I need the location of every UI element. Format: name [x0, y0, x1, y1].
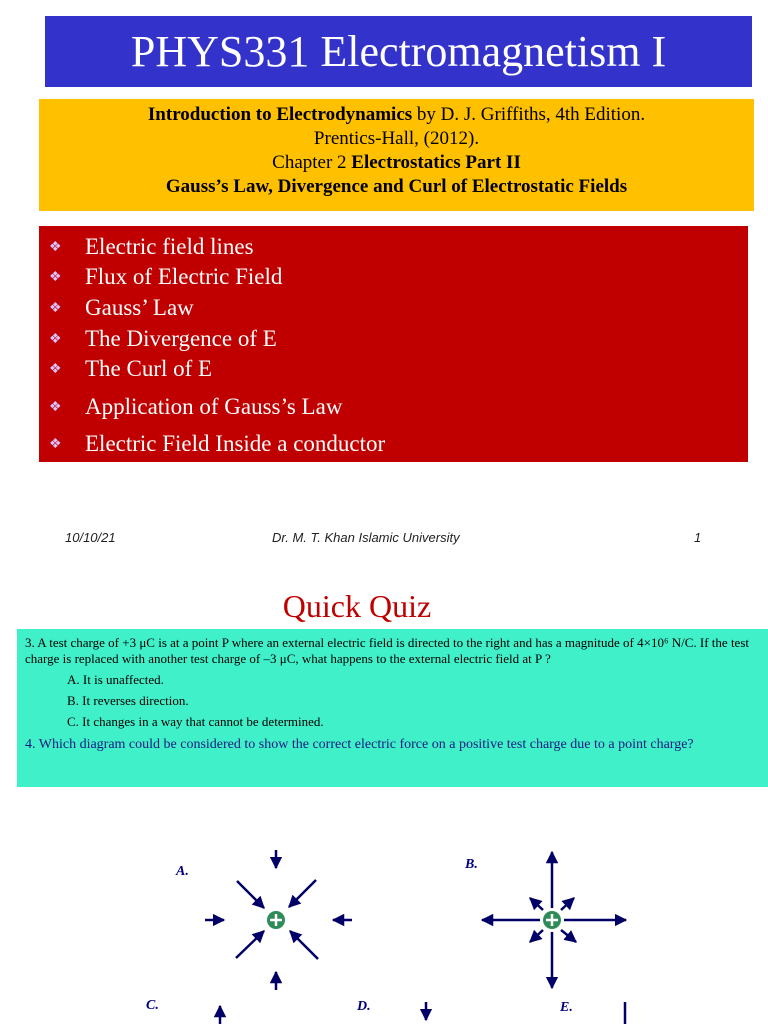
question-4: 4. Which diagram could be considered to show the correct electric force on a positive test charge due to a point charge? — [25, 737, 694, 752]
bullet-icon: ❖ — [49, 270, 62, 285]
list-item — [49, 392, 342, 422]
topic-label: Gauss’ Law — [85, 295, 194, 320]
diagram-label-b: B. — [465, 857, 478, 872]
diagram-label-d: D. — [357, 999, 371, 1014]
chapter-subtitle-text: Gauss’s Law, Divergence and Curl of Electrostatic Fields — [165, 176, 628, 197]
list-item — [49, 293, 194, 323]
bullet-icon: ❖ — [49, 332, 62, 347]
list-item — [49, 354, 212, 384]
publisher: Prentics-Hall, (2012). — [313, 128, 480, 149]
question-3: 3. A test charge of +3 μC is at a point P where an external electric field is directed to the right and has a magnitude of 4×10⁶ N/C. If the test charge is replaced with another test charge of –3 μC, what happens to the external electric field at P ? — [25, 635, 749, 666]
footer-page-number: 1 — [694, 530, 702, 545]
bullet-icon: ❖ — [49, 301, 62, 316]
charge-icon-a — [267, 911, 285, 929]
bullet-icon: ❖ — [49, 362, 62, 377]
footer-date: 10/10/21 — [65, 530, 116, 545]
chapter-title: Electrostatics Part II — [351, 152, 521, 173]
topic-label: Electric Field Inside a conductor — [85, 431, 386, 456]
bullet-icon: ❖ — [49, 437, 62, 452]
answer-option-a: A. It is unaffected. — [67, 672, 164, 687]
diagram-label-a: A. — [176, 864, 189, 879]
list-item — [49, 232, 254, 262]
bullet-icon: ❖ — [49, 400, 62, 415]
charge-icon-b — [543, 911, 561, 929]
book-title: Introduction to Electrodynamics — [147, 104, 413, 125]
answer-option-c: C. It changes in a way that cannot be determined. — [67, 714, 324, 729]
answer-option-b: B. It reverses direction. — [67, 693, 189, 708]
list-item — [49, 429, 385, 459]
force-diagrams — [0, 830, 768, 1024]
list-item — [49, 324, 277, 354]
chapter-subtitle — [39, 175, 754, 199]
diagram-label-c: C. — [146, 998, 159, 1013]
book-author: by D. J. Griffiths, 4th Edition. — [412, 104, 646, 125]
topic-label: Application of Gauss’s Law — [85, 394, 343, 419]
slide-title: PHYS331 Electromagnetism I — [45, 16, 752, 87]
topics-list — [39, 226, 748, 462]
list-item — [49, 262, 282, 292]
topic-label: Electric field lines — [85, 234, 254, 259]
reference-line-1 — [39, 103, 754, 127]
topic-label: The Divergence of E — [85, 326, 277, 351]
chapter-line — [39, 151, 754, 175]
footer-author: Dr. M. T. Khan Islamic University — [272, 530, 460, 545]
quiz-title: Quick Quiz — [282, 588, 432, 624]
topic-label: Flux of Electric Field — [85, 264, 283, 289]
chapter-prefix: Chapter 2 — [272, 152, 352, 173]
diagram-label-e: E. — [560, 1000, 573, 1015]
topic-label: The Curl of E — [85, 356, 213, 381]
quiz-box — [17, 629, 768, 787]
bullet-icon: ❖ — [49, 240, 62, 255]
reference-box — [39, 99, 754, 211]
